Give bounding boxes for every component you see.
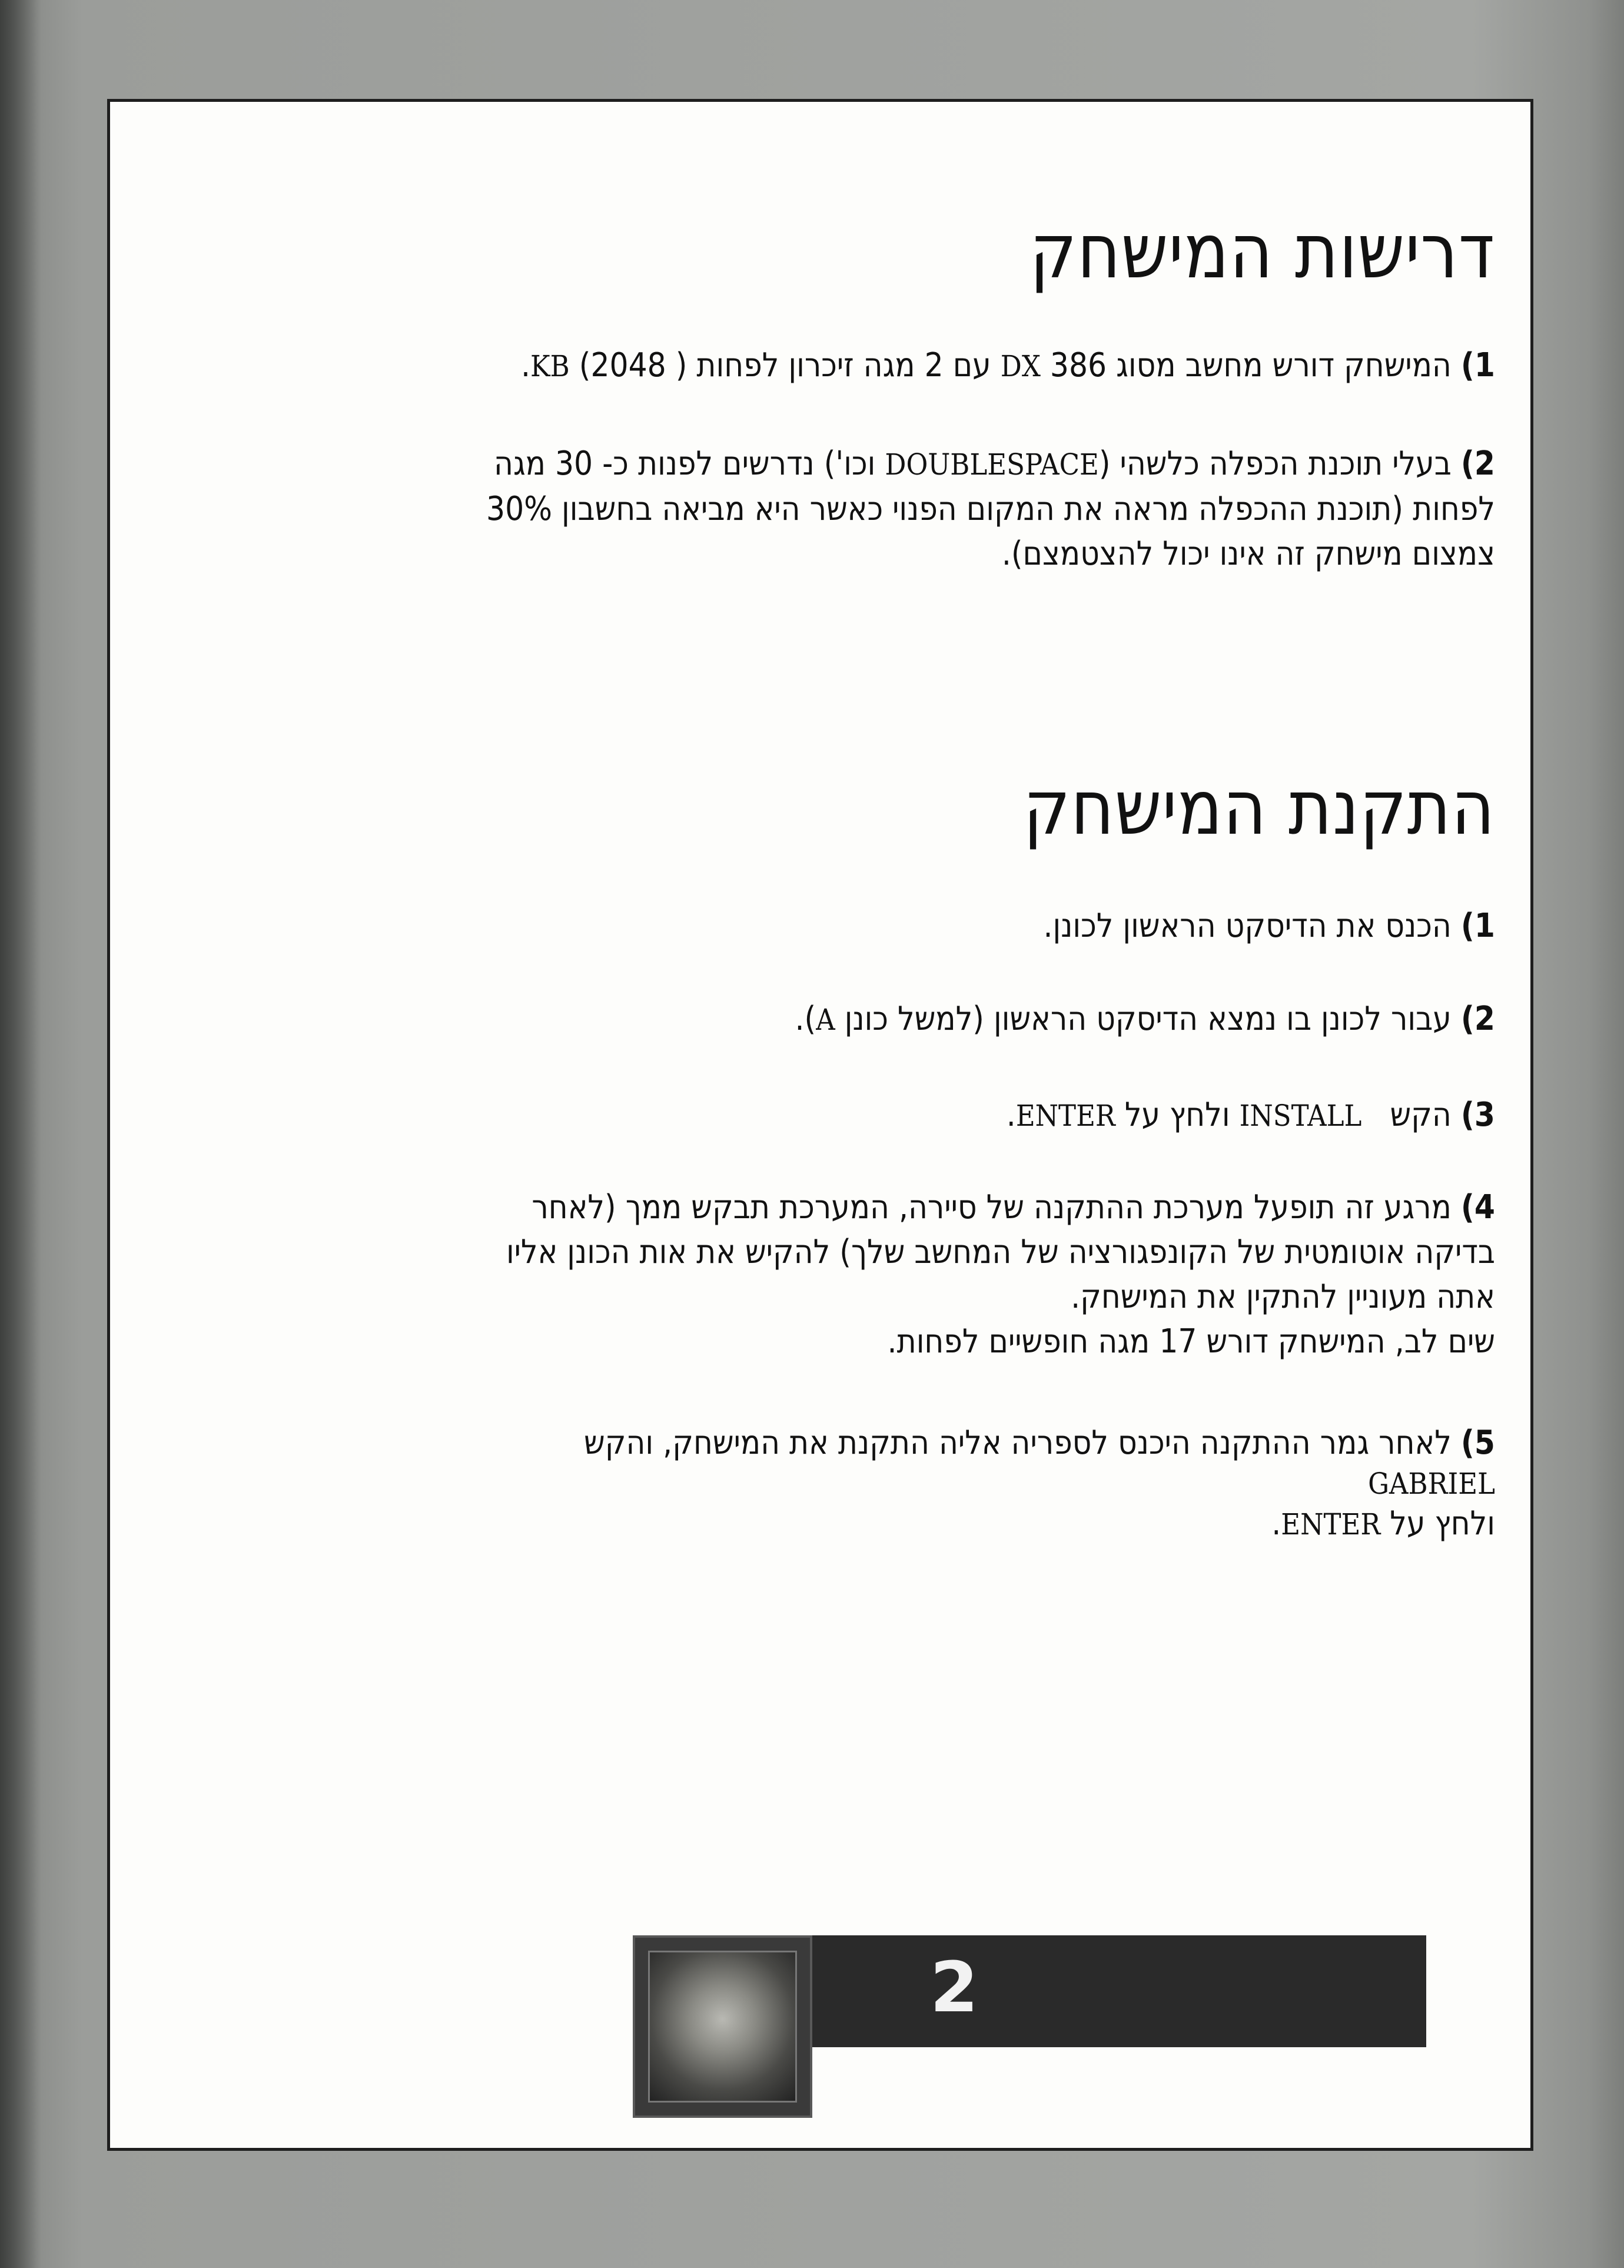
step-number: 2)	[1460, 1000, 1495, 1038]
step-note: שים לב, המישחק דורש 17 מגה חופשיים לפחות.	[887, 1322, 1495, 1361]
requirements-section	[200, 208, 1495, 296]
requirement-text: המישחק דורש מחשב מסוג	[1116, 346, 1452, 384]
manual-page	[107, 99, 1533, 2151]
enter-key: ENTER	[1281, 1507, 1381, 1541]
memory-unit: KB	[530, 349, 570, 383]
requirement-text: צמצום מישחק זה אינו יכול להצטמצם).	[1001, 535, 1495, 573]
step-text: ולחץ על	[1124, 1096, 1230, 1134]
requirement-text: 386 עם 2 מגה זיכרון לפחות	[696, 346, 1107, 384]
requirements-heading: דרישות המישחק	[1029, 208, 1495, 296]
step-text: ).	[795, 1000, 816, 1038]
step-number: 3)	[1460, 1096, 1495, 1134]
step-text: .	[1271, 1504, 1281, 1543]
step-text: לאחר גמר ההתקנה היכנס לספריה אליה התקנת את המישחק, והקש	[584, 1424, 1452, 1462]
gargoyle-illustration	[633, 1935, 812, 2118]
step-number: 4)	[1460, 1188, 1495, 1226]
gargoyle-face-icon	[648, 1951, 797, 2103]
item-number: 2)	[1460, 445, 1495, 483]
install-step-3	[171, 1093, 1495, 1138]
requirement-text: לפחות (תוכנת ההכפלה מראה את המקום הפנוי כאשר היא מביאה בחשבון 30%	[486, 490, 1495, 528]
step-number: 5)	[1460, 1424, 1495, 1462]
install-step-1	[171, 904, 1495, 949]
requirement-item-1	[171, 343, 1495, 389]
enter-key: ENTER	[1015, 1099, 1115, 1133]
requirement-text: (2048 ).	[521, 346, 688, 384]
drive-letter: A	[816, 1003, 835, 1037]
install-step-4	[171, 1185, 1495, 1364]
item-number: 1)	[1460, 346, 1495, 384]
step-text: עבור לכונן בו נמצא הדיסקט הראשון (למשל כונן	[844, 1000, 1452, 1038]
cpu-type: DX	[1000, 349, 1041, 383]
spine-shadow	[0, 0, 41, 2268]
step-number: 1)	[1460, 907, 1495, 945]
requirement-text: בעלי תוכנת הכפלה כלשהי (	[1098, 445, 1452, 483]
game-command: GABRIEL	[1368, 1467, 1495, 1501]
step-text: הכנס את הדיסקט הראשון לכונן.	[1043, 907, 1452, 945]
step-text: .	[1006, 1096, 1016, 1134]
install-step-5	[171, 1421, 1495, 1547]
step-text: ולחץ על	[1390, 1504, 1495, 1543]
install-command: INSTALL	[1239, 1099, 1362, 1133]
step-text: מרגע זה תופעל מערכת ההתקנה של סיירה, המערכת תבקש ממך (לאחר	[532, 1188, 1452, 1226]
step-text: הקש	[1390, 1096, 1452, 1134]
step-text: אתה מעוניין להתקין את המישחק.	[1071, 1278, 1495, 1316]
installation-section	[200, 764, 1495, 853]
step-text: בדיקה אוטומטית של הקונפגורציה של המחשב שלך) להקיש את אות הכונן אליו	[506, 1233, 1495, 1271]
installation-heading: התקנת המישחק	[1023, 764, 1495, 852]
compression-software: DOUBLESPACE	[885, 447, 1099, 482]
requirement-item-2	[171, 442, 1495, 576]
install-step-2	[171, 997, 1495, 1042]
requirement-text: וכו') נדרשים לפנות כ- 30 מגה	[494, 445, 876, 483]
page-number: 2	[930, 1947, 979, 2028]
